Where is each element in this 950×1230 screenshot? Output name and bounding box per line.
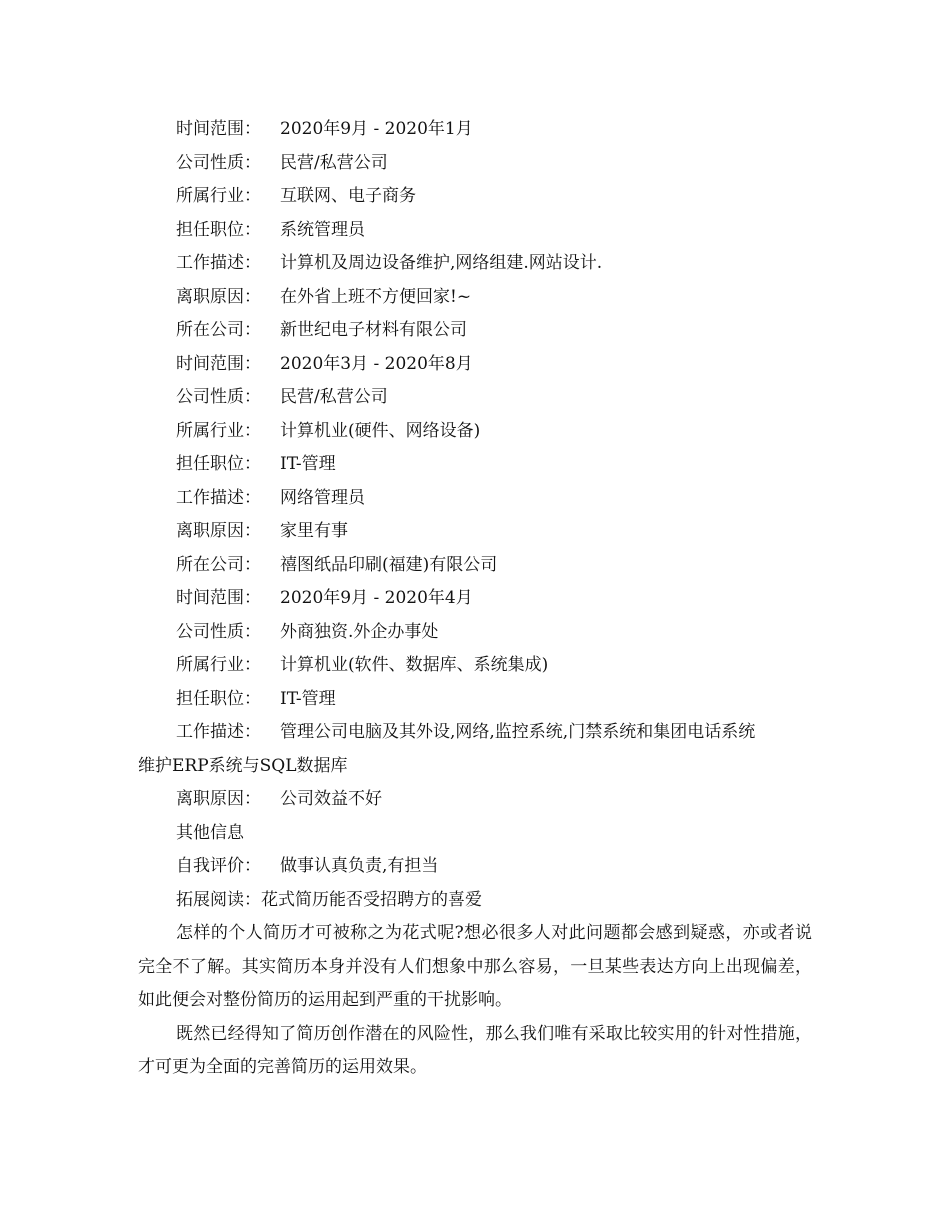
field-label: 离职原因： [176,521,261,541]
field-label: 工作描述： [176,487,261,508]
resume-field-row [0,415,950,449]
resume-detail-list [0,113,950,1085]
field-label: 自我评价： [176,856,261,876]
field-value: 民营/私营公司 [280,387,388,407]
body-paragraph: 怎样的个人简历才可被称之为花式呢?想必很多人对此问题都会感到疑惑，亦或者说完全不了解。其实简历本身并没有人们想象中那么容易，一旦某些表达方向上出现偏差，如此便会对整份简历的运用起到严重的干扰影响。 [138,923,812,1010]
field-label: 公司性质： [176,621,261,642]
resume-field-row [0,180,950,214]
resume-field-row [0,549,950,583]
field-label: 时间范围： [176,588,261,608]
field-value: 禧图纸品印刷(福建)有限公司 [280,554,498,575]
field-label: 所属行业： [176,655,261,675]
resume-field-row [0,515,950,549]
field-label: 所属行业： [176,186,261,206]
job-description-row [0,716,950,783]
resume-field-row [0,582,950,616]
resume-field-row [0,147,950,181]
field-label: 所在公司： [176,320,261,340]
field-value: 计算机及周边设备维护,网络组建.网站设计. [280,253,603,273]
resume-field-row [0,482,950,516]
field-value: 2020年9月 - 2020年1月 [280,119,473,139]
field-label: 时间范围： [176,119,261,139]
field-label: 担任职位： [176,219,261,240]
field-value: 民营/私营公司 [280,152,388,173]
field-label: 时间范围： [176,353,261,374]
field-label: 担任职位： [176,688,261,709]
extended-reading-line [0,884,950,918]
job-description-continuation: 维护ERP系统与SQL数据库 [138,755,348,776]
field-label: 所属行业： [176,420,261,441]
field-label: 离职原因： [176,789,261,809]
resume-field-row [0,247,950,281]
field-label: 公司性质： [176,387,261,407]
resume-field-row [0,314,950,348]
body-paragraph: 既然已经得知了简历创作潜在的风险性，那么我们唯有采取比较实用的针对性措施，才可更为全面的完善简历的运用效果。 [138,1023,812,1077]
field-value: 公司效益不好 [280,789,382,809]
self-evaluation-row [0,850,950,884]
resume-field-row [0,783,950,817]
resume-field-row [0,649,950,683]
resume-field-row [0,683,950,717]
resume-field-row [0,448,950,482]
field-value: 计算机业(软件、数据库、系统集成) [280,655,549,675]
field-value: 新世纪电子材料有限公司 [280,320,467,340]
extended-reading-title: 花式简历能否受招聘方的喜爱 [261,889,482,910]
field-label: 所在公司： [176,554,261,575]
field-value: IT-管理 [280,688,336,709]
resume-field-row [0,113,950,147]
field-value: 管理公司电脑及其外设,网络,监控系统,门禁系统和集团电话系统 [280,722,756,742]
field-label: 工作描述： [176,253,261,273]
section-heading-other-info: 其他信息 [176,822,244,843]
field-value: 互联网、电子商务 [280,186,416,206]
job-description-first-line [0,716,950,750]
resume-field-row [0,381,950,415]
field-label: 公司性质： [176,152,261,173]
field-value: IT-管理 [280,454,336,474]
field-value: 2020年3月 - 2020年8月 [280,353,473,374]
field-label: 离职原因： [176,286,261,307]
field-value: 外商独资.外企办事处 [280,621,439,642]
resume-field-row [0,281,950,315]
field-value: 网络管理员 [280,487,365,508]
resume-field-row [0,616,950,650]
field-value: 计算机业(硬件、网络设备) [280,420,481,441]
field-value: 系统管理员 [280,219,365,240]
resume-field-row [0,214,950,248]
field-value: 家里有事 [280,521,348,541]
field-label: 担任职位： [176,454,261,474]
field-value: 在外省上班不方便回家!~ [280,286,472,307]
resume-field-row [0,348,950,382]
field-value: 2020年9月 - 2020年4月 [280,588,473,608]
extended-reading-label: 拓展阅读： [176,889,261,910]
field-value: 做事认真负责,有担当 [280,856,439,876]
field-label: 工作描述： [176,722,261,742]
